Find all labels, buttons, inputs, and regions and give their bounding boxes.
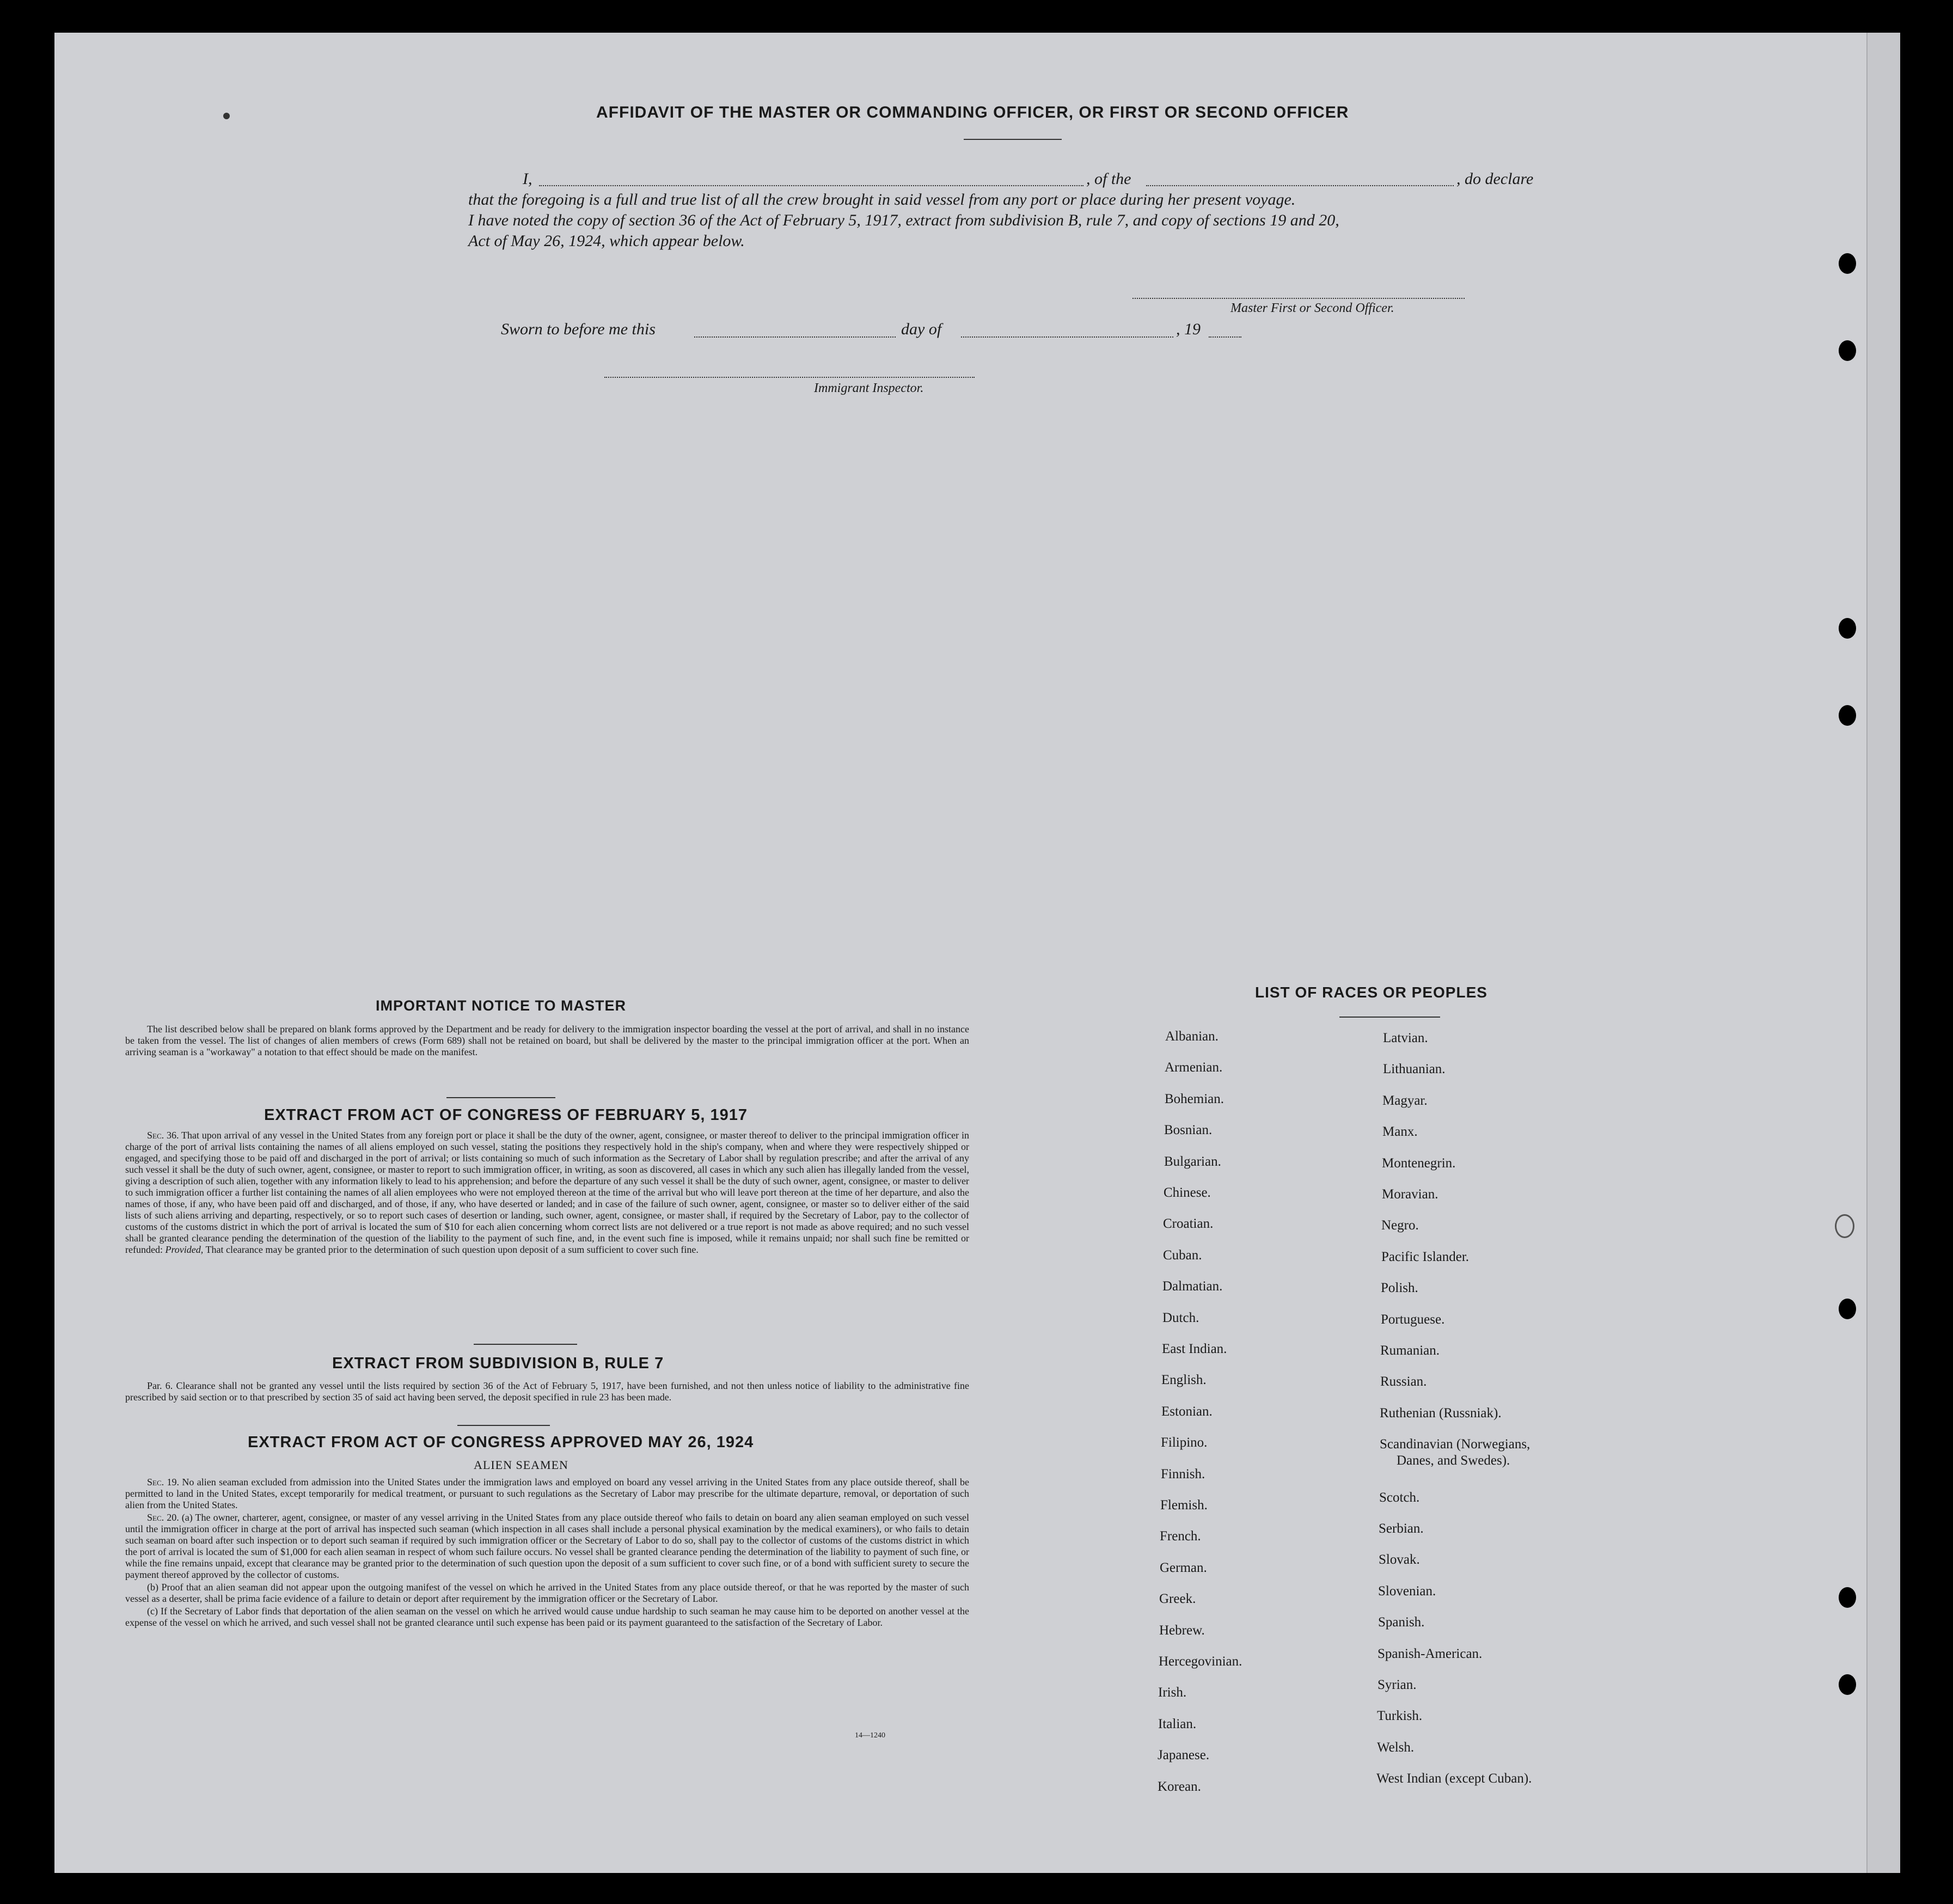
sec-36-text: That upon arrival of any vessel in the United States from any foreign port or place it shall be the duty of the owner, agent, consignee, or master thereof to deliver to the principal immigration officer in charge of the port of arrival lists containing the names of all aliens employed on such vessel, stating the positions they respectively hold in the ship's company, when and where they were respectively shipped or engaged, and specifying those to be paid off and discharged in the port of arrival; or lists containing so much of such information as the Secretary of Labor shall by regulation prescribe; and after the arrival of any such vessel it shall be the duty of such owner, agent, consignee, or master to report to such immigration officer, in writing, as soon as discovered, all cases in which any such alien has illegally landed from the vessel, giving a description of such alien, together with any information likely to lead to his apprehension; and before the departure of any such vessel it shall be the duty of such owner, agent, consignee, or master to deliver to such immigration officer a further list containing the names of all alien employees who were not employed thereon at the time of the arrival but who will leave port thereon at the time of her departure, and also the names of those, if any, who have been paid off and discharged, and of those, if any, who have deserted or landed; and in case of the failure of such owner, agent, consignee, or master so to deliver either of the said lists of such aliens arriving and departing, respectively, or so to report such cases of desertion or landing, such owner, agent, consignee, or master shall, if required by the Secretary of Labor, pay to the collector of customs of the customs district in which the port of arrival is located the sum of $10 for each alien concerning whom correct lists are not delivered or a true report is not made as above required; and no such vessel shall be granted clearance pending the determination of the question of the liability to the payment of such fine, and, in the event such fine is imposed, while it remains unpaid; nor shall such fine be remitted or refunded: xyxy=(125,1130,969,1255)
sworn-day-blank xyxy=(694,336,896,338)
extract-1924-text xyxy=(125,1477,969,1630)
race-item: Korean. xyxy=(1158,1779,1201,1794)
race-item: Dutch. xyxy=(1162,1311,1199,1325)
sworn-line xyxy=(501,320,1263,342)
race-item: Negro. xyxy=(1381,1218,1419,1233)
binder-hole xyxy=(1839,340,1856,361)
race-item: Japanese. xyxy=(1158,1748,1210,1762)
sec-19-paragraph xyxy=(125,1477,969,1511)
race-item: East Indian. xyxy=(1162,1342,1227,1356)
rule-7-paragraph: Par. 6. Clearance shall not be granted any vessel until the lists required by section 36 of the Act of February 5, 1917, have been furnished, and not then unless notice of liability to the administrative fine prescribed by said section or to that prescribed by section 35 of said act having been served, the deposit specified in rule 23 has been made. xyxy=(125,1380,969,1403)
adjacent-page-edge xyxy=(1866,33,1900,1873)
ink-mark xyxy=(223,113,230,119)
affidavit-title-rule xyxy=(964,139,1062,140)
race-item: Welsh. xyxy=(1377,1740,1415,1755)
race-item: Bulgarian. xyxy=(1164,1154,1221,1169)
sworn-month-blank xyxy=(961,336,1173,338)
race-item: Syrian. xyxy=(1377,1678,1417,1692)
affidavit-of-the: , of the xyxy=(1086,170,1131,188)
binder-hole xyxy=(1839,1587,1856,1608)
vessel-blank xyxy=(1146,185,1454,186)
extract-1917-title: EXTRACT FROM ACT OF CONGRESS OF FEBRUARY 5, 1917 xyxy=(264,1106,748,1124)
race-item: Hebrew. xyxy=(1159,1623,1205,1638)
form-number: 14—1240 xyxy=(855,1731,885,1740)
race-item: Pacific Islander. xyxy=(1381,1250,1470,1264)
race-item: Hercegovinian. xyxy=(1159,1654,1242,1669)
race-item: Slovak. xyxy=(1379,1552,1420,1567)
race-item: Flemish. xyxy=(1160,1498,1208,1513)
binder-hole xyxy=(1839,1674,1856,1695)
races-title-rule xyxy=(1339,1017,1440,1018)
race-item: Russian. xyxy=(1380,1374,1427,1389)
ring-mark xyxy=(1835,1214,1854,1238)
sec-36-label: Sec. 36. xyxy=(147,1130,179,1141)
race-item: Italian. xyxy=(1158,1717,1197,1731)
race-item: Cuban. xyxy=(1163,1248,1202,1263)
notice-rule xyxy=(446,1097,555,1098)
inspector-label: Immigrant Inspector. xyxy=(814,381,924,395)
sec-20c-paragraph: (c) If the Secretary of Labor finds that deportation of the alien seaman on the vessel on which he arrived would cause undue hardship to such seaman he may cause him to be deported on another vessel at the expense of the vessel on which he arrived, and such vessel shall not be granted clearance until such expense has been paid or its payment guaranteed to the satisfaction of the Secretary of Labor. xyxy=(125,1606,969,1628)
race-item: Manx. xyxy=(1382,1124,1418,1139)
binder-hole xyxy=(1839,618,1856,639)
master-signature-label: Master First or Second Officer. xyxy=(1230,301,1394,315)
race-item: Polish. xyxy=(1381,1281,1418,1295)
name-blank xyxy=(539,185,1083,186)
master-signature-line xyxy=(1132,298,1465,299)
race-item: Estonian. xyxy=(1161,1404,1213,1419)
race-item: Montenegrin. xyxy=(1382,1156,1456,1171)
race-item: Portuguese. xyxy=(1381,1312,1445,1327)
race-item: Dalmatian. xyxy=(1162,1279,1223,1294)
affidavit-line-3: I have noted the copy of section 36 of the Act of February 5, 1917, extract from subdivision B, rule 7, and copy of sections 19 and 20, xyxy=(468,211,1339,229)
sec-19-text: No alien seaman excluded from admission into the United States under the immigration laws and employed on board any vessel arriving in the United States from any place outside thereof, shall be permitted to land in the United States, except temporarily for medical treatment, or pursuant to such regulations as the Secretary of Labor may prescribe for the ultimate departure, removal, or deportation of such alien from the United States. xyxy=(125,1477,970,1510)
sworn-year: , 19 xyxy=(1176,320,1201,338)
notice-text xyxy=(125,1024,969,1059)
sec-19-label: Sec. 19. xyxy=(147,1477,179,1487)
race-item: Rumanian. xyxy=(1380,1343,1440,1358)
race-item: Scandinavian (Norwegians, xyxy=(1380,1437,1530,1452)
race-item: Slovenian. xyxy=(1378,1584,1436,1599)
sec-36-text-end: That clearance may be granted prior to the determination of such question upon deposit of a sum sufficient to cover such fine. xyxy=(205,1244,699,1255)
race-item: Moravian. xyxy=(1382,1187,1438,1202)
race-item: Serbian. xyxy=(1379,1521,1424,1536)
race-item: English. xyxy=(1161,1373,1207,1387)
race-item: French. xyxy=(1160,1529,1201,1544)
race-item: Irish. xyxy=(1158,1685,1187,1700)
affidavit-i: I, xyxy=(523,170,532,188)
binder-hole xyxy=(1839,705,1856,726)
sec-20a-text: (a) The owner, charterer, agent, consignee, or master of any vessel arriving in the United States from any place outside thereof who fails to detain on board any alien seaman employed on such vessel until the immigration officer in charge at the port of arrival has inspected such seaman (which inspection in all cases shall include a personal physical examination by the medical examiners), or who fails to detain such seaman on board after such inspection or to deport such seaman if required by such immigration officer or the Secretary of Labor to do so, shall pay to the collector of customs of the customs district in which the port of arrival is located the sum of $1,000 for each alien seaman in respect of whom such failure occurs. No vessel shall be granted clearance pending the determination of the liability to payment of such fine, or while the fine remains unpaid, except that clearance may be granted prior to the determination of such question upon the deposit of a sum sufficient to cover such fine, or of a bond with sufficient surety to secure the payment thereof approved by the collector of customs. xyxy=(125,1512,970,1580)
race-item: Finnish. xyxy=(1161,1467,1205,1481)
affidavit-declare: , do declare xyxy=(1456,170,1534,188)
extract-1917-text xyxy=(125,1130,969,1257)
sec-20-label: Sec. 20. xyxy=(147,1512,179,1523)
race-item: Danes, and Swedes). xyxy=(1397,1453,1510,1468)
rule-7-title: EXTRACT FROM SUBDIVISION B, RULE 7 xyxy=(332,1355,664,1372)
race-item: Chinese. xyxy=(1164,1185,1211,1200)
sworn-day-of: day of xyxy=(901,320,942,338)
sec-36-provided: Provided, xyxy=(165,1244,204,1255)
rule-7-text xyxy=(125,1380,969,1404)
affidavit-body xyxy=(468,169,1546,252)
sworn-prefix: Sworn to before me this xyxy=(501,320,656,338)
race-item: Albanian. xyxy=(1165,1029,1219,1044)
extract-1917-rule xyxy=(474,1344,577,1345)
affidavit-line-2: that the foregoing is a full and true list of all the crew brought in said vessel from any port or place during her present voyage. xyxy=(468,191,1296,209)
race-item: Filipino. xyxy=(1161,1435,1208,1450)
sec-20b-paragraph: (b) Proof that an alien seaman did not appear upon the outgoing manifest of the vessel on which he arrived in the United States from any place outside thereof, or that he was reported by the master of such vessel as a deserter, shall be prima facie evidence of a failure to detain or deport after requirement by the immigration officer or the Secretary of Labor. xyxy=(125,1582,969,1604)
race-item: West Indian (except Cuban). xyxy=(1376,1771,1532,1786)
binder-hole xyxy=(1839,253,1856,274)
race-item: Lithuanian. xyxy=(1383,1062,1446,1076)
inspector-signature-line xyxy=(604,377,975,378)
extract-1924-title: EXTRACT FROM ACT OF CONGRESS APPROVED MAY 26, 1924 xyxy=(248,1434,754,1451)
race-item: Armenian. xyxy=(1165,1060,1223,1075)
affidavit-title: AFFIDAVIT OF THE MASTER OR COMMANDING OFFICER, OR FIRST OR SECOND OFFICER xyxy=(596,103,1349,121)
binder-hole xyxy=(1839,1299,1856,1319)
document-page xyxy=(54,33,1900,1873)
race-item: Croatian. xyxy=(1163,1216,1214,1231)
race-item: German. xyxy=(1160,1560,1207,1575)
alien-seamen-subtitle: ALIEN SEAMEN xyxy=(474,1458,568,1472)
race-item: Turkish. xyxy=(1377,1709,1423,1723)
sec-36-paragraph xyxy=(125,1130,969,1256)
race-item: Magyar. xyxy=(1382,1093,1428,1108)
race-item: Scotch. xyxy=(1379,1490,1420,1505)
races-title: LIST OF RACES OR PEOPLES xyxy=(1255,984,1487,1001)
race-item: Bohemian. xyxy=(1165,1092,1225,1106)
sec-20a-paragraph xyxy=(125,1512,969,1581)
notice-title: IMPORTANT NOTICE TO MASTER xyxy=(376,997,626,1014)
notice-paragraph: The list described below shall be prepared on blank forms approved by the Department and be ready for delivery to the immigration inspector boarding the vessel at the port of arrival, and shall in no instance be taken from the vessel. The list of changes of alien members of crews (Form 689) shall not be retained on board, but shall be delivered by the master to the principal immigration officer at the port. When an arriving seaman is a "workaway" a notation to that effect should be made on the manifest. xyxy=(125,1024,969,1057)
race-item: Spanish. xyxy=(1378,1615,1425,1630)
affidavit-line-4: Act of May 26, 1924, which appear below. xyxy=(468,232,745,250)
race-item: Spanish-American. xyxy=(1377,1646,1483,1661)
rule-7-rule xyxy=(457,1425,550,1426)
race-item: Latvian. xyxy=(1383,1031,1428,1045)
sworn-year-blank xyxy=(1209,336,1241,338)
race-item: Bosnian. xyxy=(1164,1123,1213,1137)
race-item: Greek. xyxy=(1159,1591,1196,1606)
race-item: Ruthenian (Russniak). xyxy=(1380,1406,1502,1421)
